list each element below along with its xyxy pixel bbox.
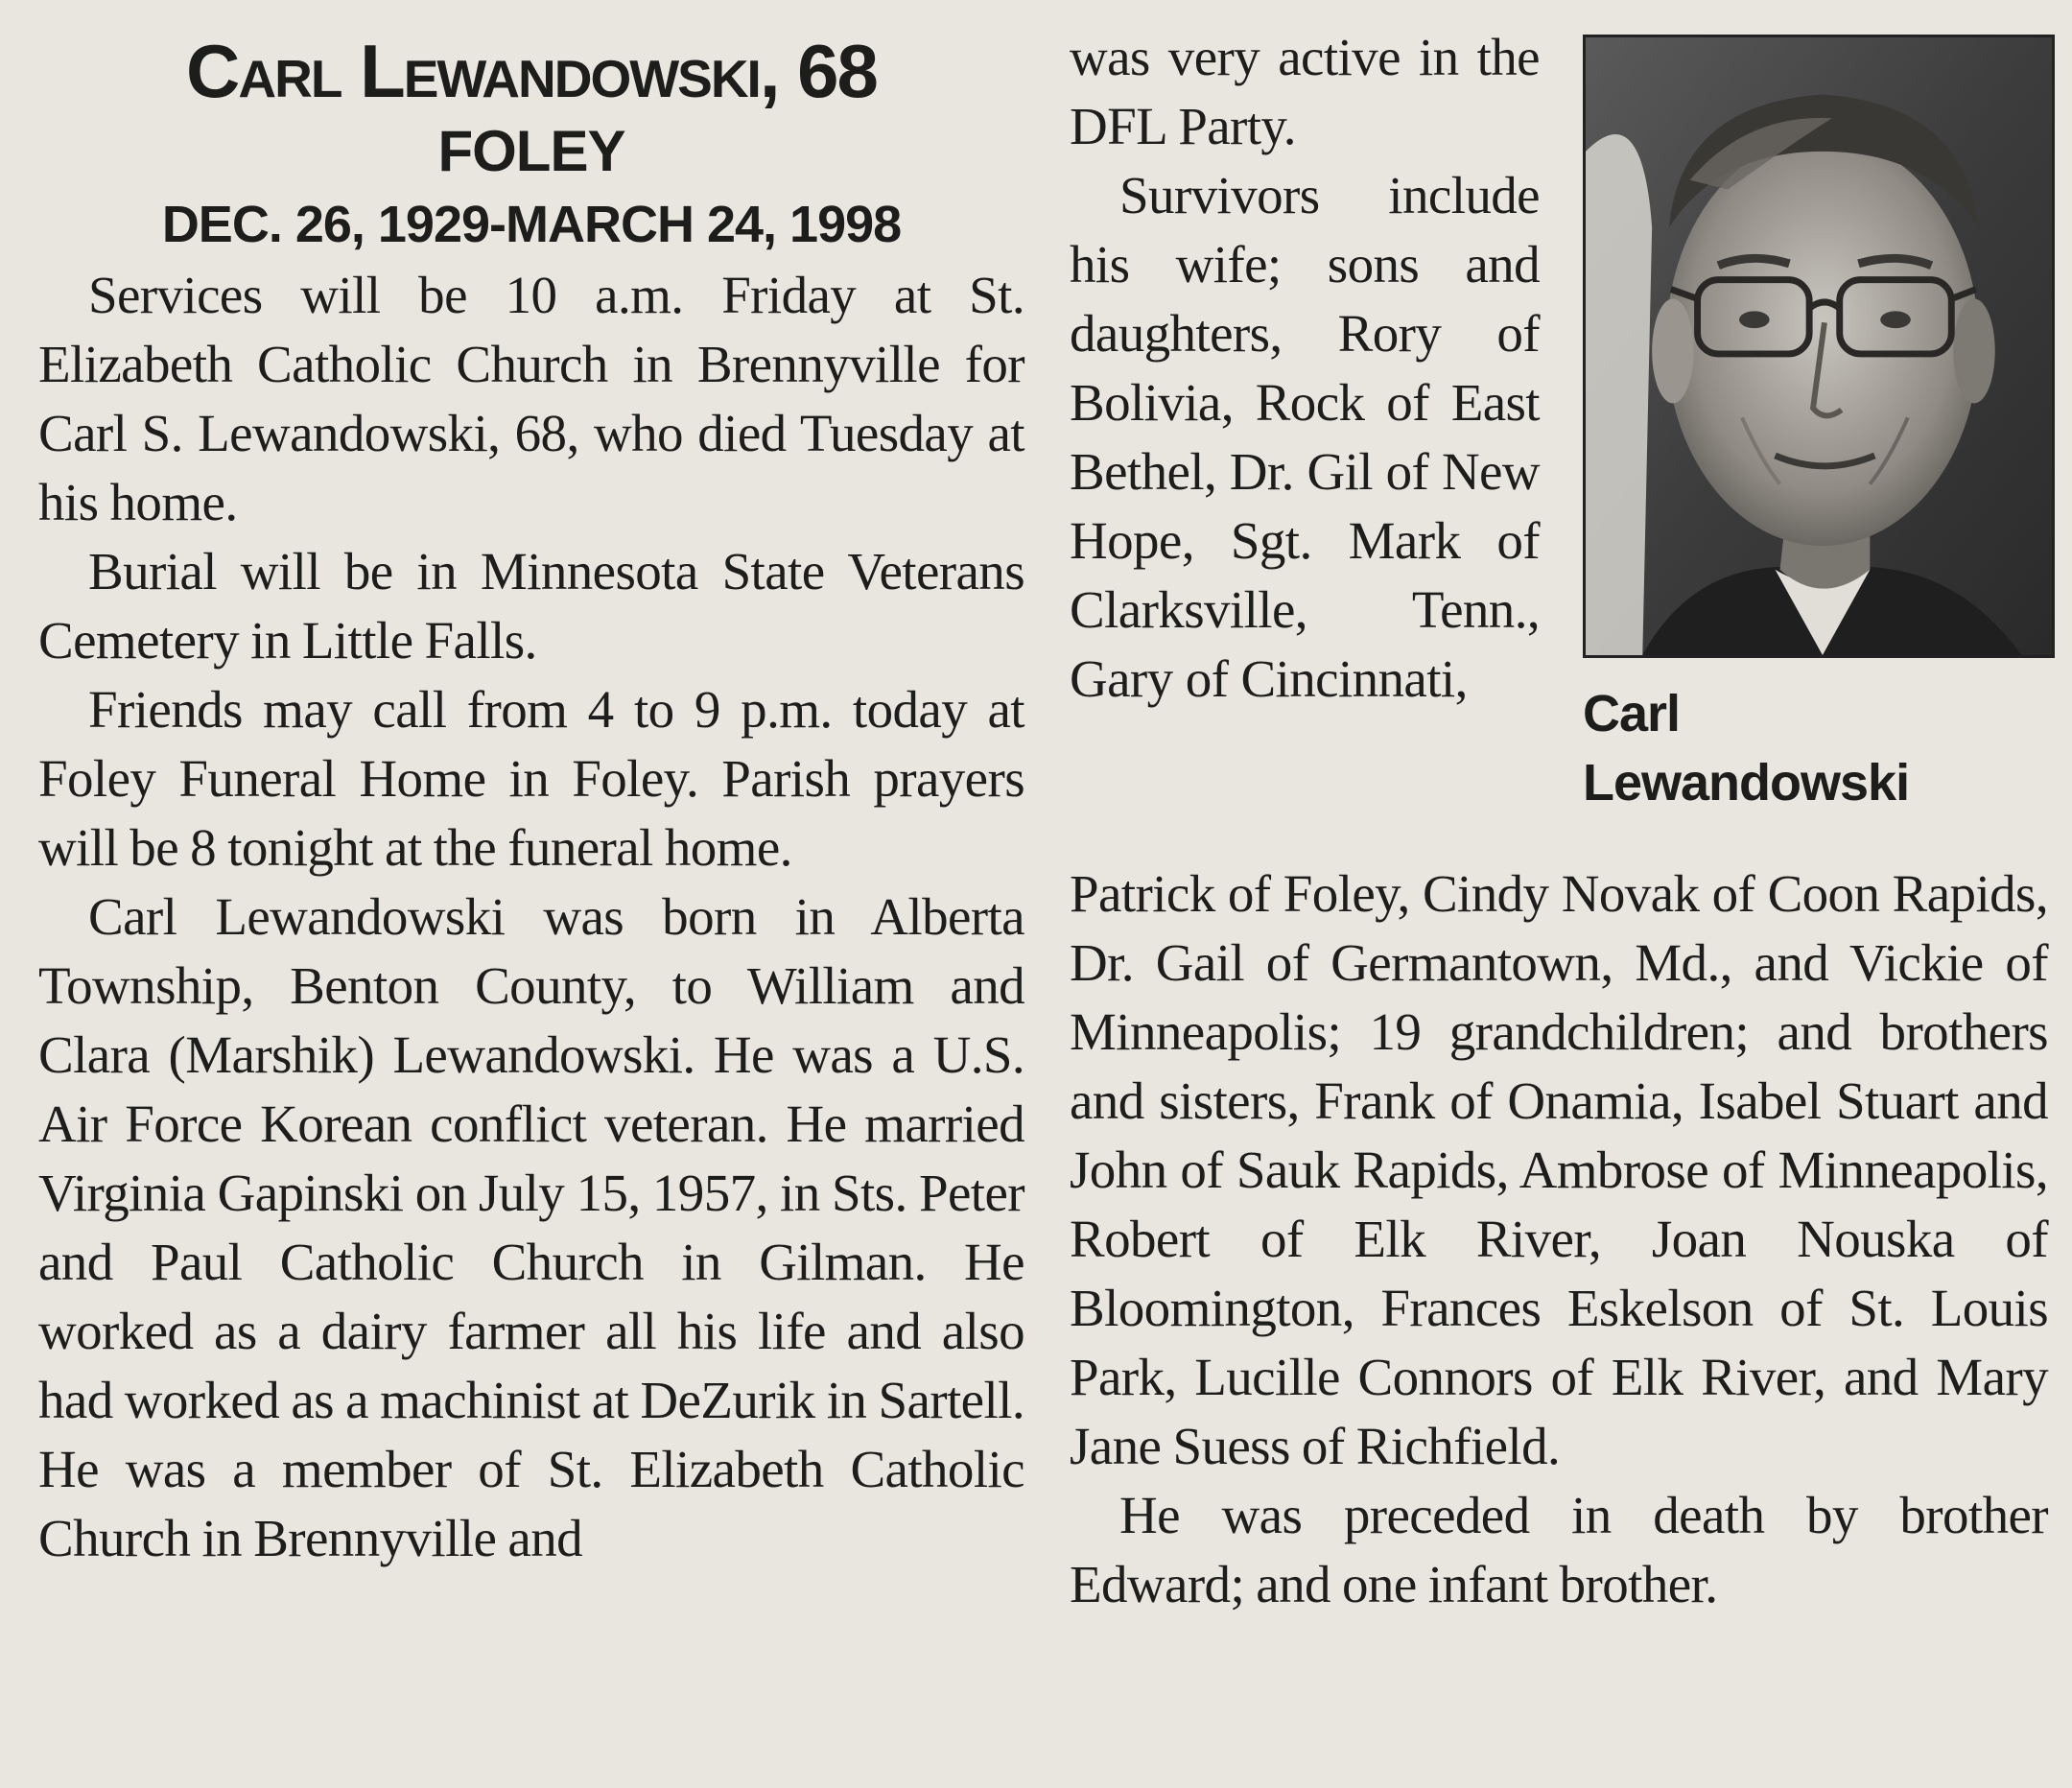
paragraph-biography: Carl Lewandowski was born in Alberta Township, Benton County, to William and Clara (Marshik) Lewandowski. He was a U.S. Air Force Korean conflict veteran. He married Virginia Gapinski on July 15, 1957, in Sts. Peter and Paul Catholic Church in Gilman. He worked as a dairy farmer all his life and also had worked as a machinist at DeZurik in Sartell. He was a member of St. Elizabeth Catholic Church in Brennyville and <box>38 887 1024 1567</box>
location: FOLEY <box>437 119 625 183</box>
left-column <box>38 27 1024 1573</box>
paragraph-survivors: Survivors include his wife; sons and daughters, Rory of Bolivia, Rock of East Bethel, Dr. Gil of New Hope, Sgt. Mark of Clarksville, Tenn., Gary of Cincinnati, <box>1070 166 1540 708</box>
portrait-image <box>1586 37 2052 655</box>
life-dates: DEC. 26, 1929-MARCH 24, 1998 <box>161 196 902 253</box>
photo-caption <box>1583 679 2062 817</box>
paragraph-visitation: Friends may call from 4 to 9 p.m. today at Foley Funeral Home in Foley. Parish prayers will be 8 tonight at the funeral home. <box>38 680 1024 877</box>
paragraph-survivors-continued: Patrick of Foley, Cindy Novak of Coon Rapids, Dr. Gail of Germantown, Md., and Vickie of Minneapolis; 19 grandchildren; and brothers and sisters, Frank of Onamia, Isabel Stuart and John of Sauk Rapids, Ambrose of Minneapolis, Robert of Elk River, Joan Nouska of Bloomington, Frances Eskelson of St. Louis Park, Lucille Connors of Elk River, and Mary Jane Suess of Richfield. <box>1070 864 2048 1475</box>
right-column-top <box>1070 23 1540 714</box>
paragraph-burial: Burial will be in Minnesota State Veterans Cemetery in Little Falls. <box>38 542 1024 670</box>
caption-last-name: Lewandowski <box>1583 754 1910 812</box>
paragraph-services: Services will be 10 a.m. Friday at St. Elizabeth Catholic Church in Brennyville for Carl S. Lewandowski, 68, who died Tuesday at his home. <box>38 266 1024 531</box>
portrait-photo <box>1583 35 2055 658</box>
headline: Carl Lewandowski, 68 <box>186 29 877 113</box>
paragraph-continuation: was very active in the DFL Party. <box>1070 28 1540 155</box>
body-left <box>38 261 1024 1573</box>
caption-first-name: Carl <box>1583 685 1681 742</box>
right-column-bottom <box>1070 859 2048 1619</box>
paragraph-preceded: He was preceded in death by brother Edward; and one infant brother. <box>1070 1486 2048 1613</box>
